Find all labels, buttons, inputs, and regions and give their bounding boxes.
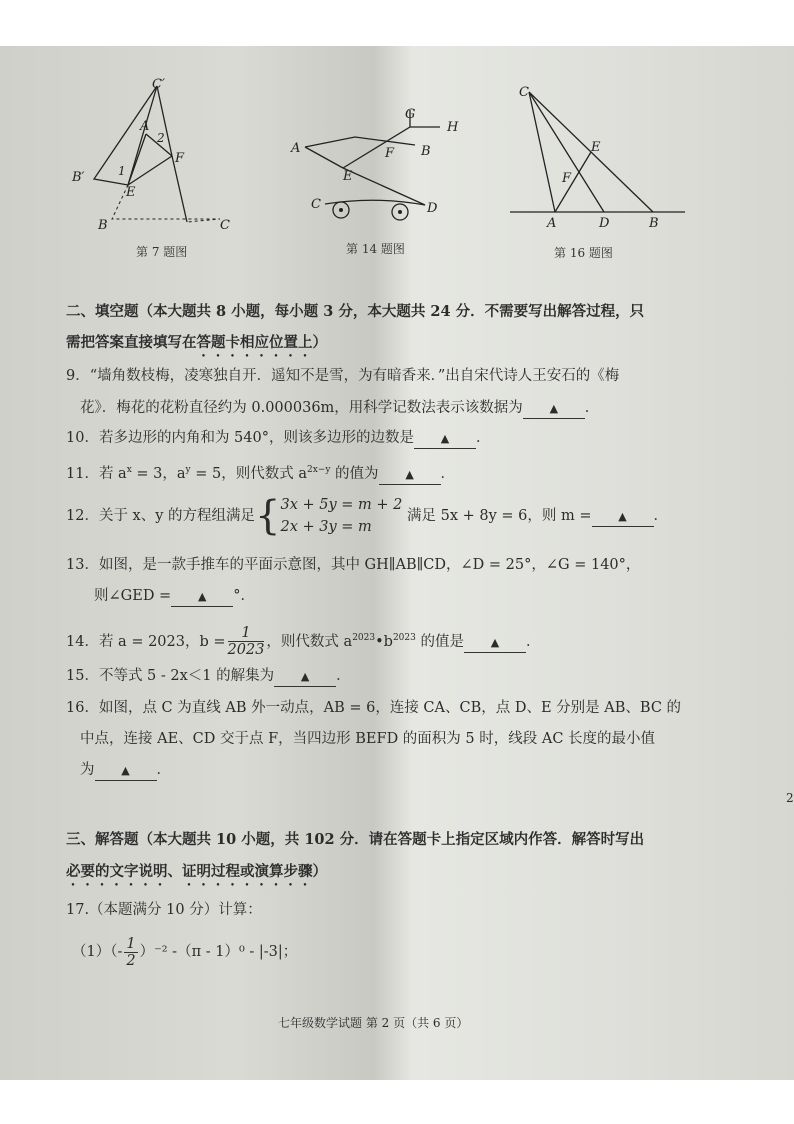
answer-mark: ▲	[405, 467, 414, 481]
fig14-label: B	[421, 144, 431, 159]
question-17: 17.（本题满分 10 分）计算：	[66, 902, 262, 918]
section-2-desc-line2	[66, 333, 327, 360]
question-9-text: 花》．梅花的花粉直径约为 0.000036m，用科学记数法表示该数据为	[80, 400, 523, 416]
section-3-desc2: 必要的文字说明、证明过程或演算步骤	[66, 863, 313, 880]
question-16-line1: 16．如图，点 C 为直线 AB 外一动点，AB = 6，连接 CA、CB，点 D、E 分别是 AB、BC 的	[66, 700, 682, 716]
question-9-line1: 9．“墙角数枝梅，凌寒独自开．遥知不是雪，为有暗香来．”出自宋代诗人王安石的《梅	[66, 368, 620, 384]
figure-14-caption: 第 14 题图	[346, 242, 405, 256]
question-15	[66, 666, 351, 687]
question-10-text: 10．若多边形的内角和为 540°，则该多边形的边数是	[66, 430, 414, 446]
equation-system	[281, 494, 403, 538]
section-2-desc2c: ）	[312, 334, 327, 351]
question-9-line2	[80, 398, 599, 419]
fig7-label: 2	[157, 131, 165, 145]
fig7-label: A	[140, 119, 150, 134]
q13-line2b: °．	[233, 588, 255, 604]
answer-blank-11	[379, 465, 441, 485]
q11-sup3: 2x−y	[307, 465, 331, 475]
question-15-text: 15．不等式 5 - 2x＜1 的解集为	[66, 668, 275, 684]
fig16-label: E	[591, 140, 601, 155]
answer-blank-16	[95, 761, 157, 781]
answer-blank-12	[592, 507, 654, 527]
answer-blank-9	[523, 399, 585, 419]
question-16-line3	[80, 760, 171, 781]
figure-7-caption: 第 7 题图	[136, 245, 188, 259]
answer-mark: ▲	[549, 402, 559, 415]
section-2-heading	[66, 302, 644, 322]
q11-mid2: = 5，则代数式 a	[190, 465, 307, 482]
fraction-numerator: 1	[126, 935, 136, 952]
fig7-label: 1	[118, 164, 126, 178]
question-16-line2: 中点，连接 AE、CD 交于点 F，当四边形 BEFD 的面积为 5 时，线段 AC 长度的最小值	[80, 731, 656, 747]
answer-blank-15	[274, 667, 336, 687]
section-3-desc-line2	[66, 862, 327, 889]
q14-end: ．	[525, 633, 541, 650]
q14-sup1: 2023	[352, 633, 376, 643]
fig14-label: E	[343, 169, 353, 184]
q11-pre: 11．若 a	[66, 465, 127, 482]
fig14-label: G	[405, 107, 416, 122]
answer-mark: ▲	[197, 590, 207, 603]
q12-pre: 12．关于 x、y 的方程组满足	[66, 508, 256, 524]
fig7-label: E	[126, 185, 136, 200]
fig16-label: C	[519, 85, 529, 100]
fig16-label: D	[599, 216, 610, 231]
section-3-desc2-end: ）	[312, 863, 327, 880]
section-2-desc2b: 答题卡相应位置上	[196, 334, 313, 351]
equation-2: 2x + 3y = m	[280, 519, 372, 535]
fig16-label: B	[649, 216, 659, 231]
q15-end: ．	[336, 668, 351, 684]
fig16-label: F	[562, 171, 572, 186]
answer-mark: ▲	[121, 764, 130, 777]
answer-blank-10	[414, 429, 476, 449]
q16-line3: 为	[80, 762, 95, 778]
fig7-label: F	[175, 151, 185, 166]
fig14-label: D	[427, 201, 438, 216]
question-11	[66, 460, 455, 485]
figure-14	[285, 100, 485, 230]
question-13-line1: 13．如图，是一款手推车的平面示意图，其中 GH∥AB∥CD，∠D = 25°，∠G = 140°，	[66, 557, 641, 573]
equation-1: 3x + 5y = m + 2	[280, 497, 403, 513]
answer-mark: ▲	[490, 635, 500, 649]
section-3-heading	[66, 830, 644, 850]
fig7-label: B	[98, 218, 108, 233]
answer-mark: ▲	[618, 510, 627, 523]
fig7-label: C′	[152, 77, 165, 92]
fig14-label: F	[385, 146, 395, 161]
figure-16	[505, 80, 695, 235]
fraction	[124, 936, 137, 969]
answer-mark: ▲	[300, 670, 310, 683]
section-2-desc: （本大题共 8 小题，每小题 3 分，本大题共 24 分．不需要写出解答过程，只	[138, 303, 645, 320]
fraction	[228, 625, 265, 658]
section-3-desc: （本大题共 10 小题，共 102 分．请在答题卡上指定区域内作答．解答时写出	[138, 831, 645, 848]
question-14	[66, 618, 540, 662]
fig14-label: A	[291, 141, 301, 156]
question-13-line2	[94, 586, 255, 607]
section-2-desc2a: 需把答案直接填写在	[66, 334, 197, 351]
q14-dot: •b	[375, 633, 393, 650]
section-3-title: 三、解答题	[66, 831, 139, 848]
fig14-label: H	[447, 120, 459, 135]
q11-end: ．	[440, 465, 456, 482]
answer-blank-14	[464, 633, 526, 653]
fig7-label: B′	[72, 170, 85, 185]
answer-mark: ▲	[440, 432, 450, 445]
answer-blank-13	[171, 587, 233, 607]
q10-end: ．	[475, 430, 491, 446]
figure-16-caption: 第 16 题图	[554, 246, 613, 260]
q12-end: ．	[653, 508, 669, 524]
fig16-label: A	[547, 216, 557, 231]
q17-sub1-pre: （1）（-	[72, 944, 123, 960]
q11-post: 的值为	[330, 465, 379, 482]
q11-sup2: y	[185, 465, 191, 475]
q12-post: 满足 5x + 8y = 6，则 m =	[402, 508, 592, 524]
fig7-label: C	[220, 218, 230, 233]
q14-sup2: 2023	[392, 633, 416, 643]
q13-line2a: 则∠GED =	[94, 588, 172, 604]
edge-mark: 2	[786, 791, 794, 805]
fraction-numerator: 1	[228, 625, 265, 642]
question-17-part1	[72, 932, 297, 972]
fig14-label: C	[311, 197, 321, 212]
q14-mid: ，则代数式 a	[266, 633, 353, 650]
question-10	[66, 428, 490, 449]
question-12	[66, 492, 668, 540]
fraction-denominator: 2023	[227, 642, 265, 659]
q9-end: ．	[584, 400, 600, 416]
q14-post: 的值是	[415, 633, 464, 650]
page-footer: 七年级数学试题 第 2 页（共 6 页）	[278, 1016, 469, 1030]
equation-brace: {	[255, 493, 281, 539]
q11-mid1: = 3，a	[131, 465, 186, 482]
fraction-denominator: 2	[126, 952, 136, 969]
q16-end: ．	[156, 762, 171, 778]
figure-7	[60, 74, 240, 234]
q14-pre: 14．若 a = 2023，b =	[66, 633, 226, 650]
q17-sub1-post: ）⁻² -（π - 1）⁰ - |-3|；	[139, 944, 298, 960]
q11-sup1: x	[126, 465, 132, 475]
section-2-title: 二、填空题	[66, 303, 139, 320]
